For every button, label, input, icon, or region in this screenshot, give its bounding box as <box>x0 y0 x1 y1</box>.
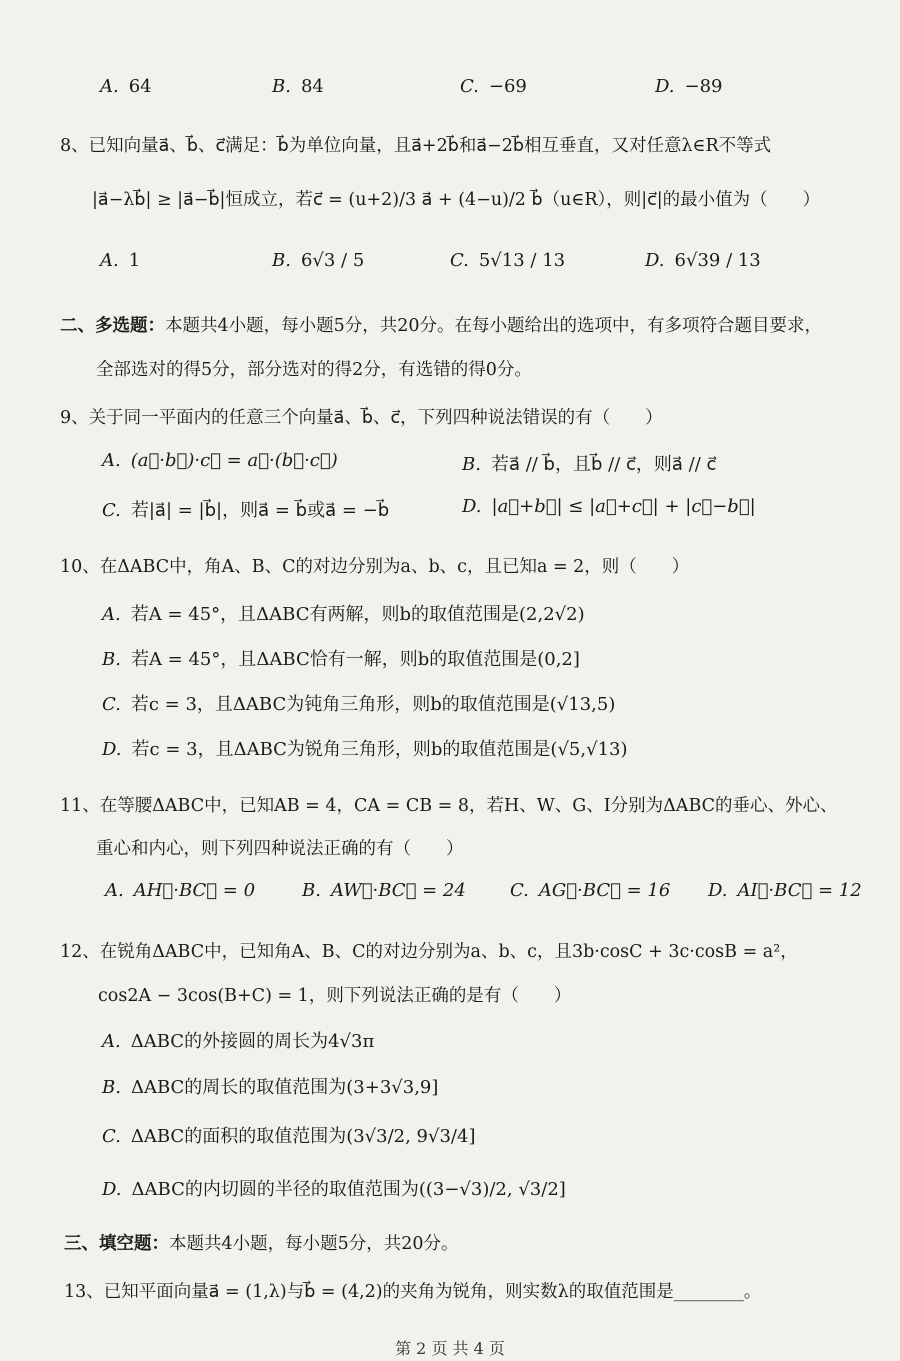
q10-option-a: A. 若A = 45°，且ΔABC有两解，则b的取值范围是(2,2√2) <box>102 604 585 625</box>
section3-heading <box>64 1230 459 1255</box>
section3-desc: 本题共4小题，每小题5分，共20分。 <box>169 1234 459 1254</box>
q8-option-c: C. 5√13 / 13 <box>450 250 566 271</box>
section2-title: 二、多选题： <box>60 316 165 336</box>
q11-option-a: A. AH⃗·BC⃗ = 0 <box>105 880 256 901</box>
q8-stem-line1: 8、已知向量a⃗、b⃗、c⃗满足：b⃗为单位向量，且a⃗+2b⃗和a⃗−2b⃗相互垂直，又对任意λ∈R不等式 <box>60 136 772 156</box>
q7-option-c: C. −69 <box>460 76 527 97</box>
q11-option-b: B. AW⃗·BC⃗ = 24 <box>302 880 466 901</box>
q12-stem-line1: 12、在锐角ΔABC中，已知角A、B、C的对边分别为a、b、c，且3b·cosC + 3c·cosB = a²， <box>60 942 798 962</box>
q11-stem-line2: 重心和内心，则下列四种说法正确的有（ ） <box>96 839 464 859</box>
q9-option-c: C. 若|a⃗| = |b⃗|，则a⃗ = b⃗或a⃗ = −b⃗ <box>102 500 390 521</box>
section2-heading <box>60 312 822 337</box>
q10-option-c: C. 若c = 3，且ΔABC为钝角三角形，则b的取值范围是(√13,5) <box>102 694 616 715</box>
q7-option-b: B. 84 <box>272 76 324 97</box>
q11-option-c: C. AG⃗·BC⃗ = 16 <box>510 880 671 901</box>
q12-stem-line2: cos2A − 3cos(B+C) = 1，则下列说法正确的是有（ ） <box>98 986 572 1006</box>
q7-option-d: D. −89 <box>655 76 723 97</box>
q9-option-b: B. 若a⃗ // b⃗，且b⃗ // c⃗，则a⃗ // c⃗ <box>462 454 717 475</box>
section2-desc-line1: 本题共4小题，每小题5分，共20分。在每小题给出的选项中，有多项符合题目要求， <box>165 316 823 336</box>
q10-stem: 10、在ΔABC中，角A、B、C的对边分别为a、b、c，且已知a = 2，则（ ） <box>60 557 690 577</box>
q7-option-a: A. 64 <box>100 76 152 97</box>
q8-option-b: B. 6√3 / 5 <box>272 250 365 271</box>
q10-option-b: B. 若A = 45°，且ΔABC恰有一解，则b的取值范围是(0,2] <box>102 649 580 670</box>
q9-option-a: A. (a⃗·b⃗)·c⃗ = a⃗·(b⃗·c⃗) <box>102 450 338 471</box>
q8-option-a: A. 1 <box>100 250 141 271</box>
q10-option-d: D. 若c = 3，且ΔABC为锐角三角形，则b的取值范围是(√5,√13) <box>102 739 628 760</box>
section2-desc-line2: 全部选对的得5分，部分选对的得2分，有选错的得0分。 <box>96 360 532 380</box>
q12-option-d: D. ΔABC的内切圆的半径的取值范围为((3−√3)/2, √3/2] <box>102 1179 566 1200</box>
q9-stem: 9、关于同一平面内的任意三个向量a⃗、b⃗、c⃗，下列四种说法错误的有（ ） <box>60 408 663 428</box>
q12-option-c: C. ΔABC的面积的取值范围为(3√3/2, 9√3/4] <box>102 1126 476 1147</box>
q11-stem-line1: 11、在等腰ΔABC中，已知AB = 4，CA = CB = 8，若H、W、G、I分别为ΔABC的垂心、外心、 <box>60 796 838 816</box>
q9-option-d: D. |a⃗+b⃗| ≤ |a⃗+c⃗| + |c⃗−b⃗| <box>462 496 756 517</box>
section3-title: 三、填空题： <box>64 1234 169 1254</box>
q8-stem-line2: |a⃗−λb⃗| ≥ |a⃗−b⃗|恒成立，若c⃗ = (u+2)/3 a⃗ + (4−u)/2 b⃗（u∈R），则|c⃗|的最小值为（ ） <box>92 190 821 210</box>
q8-option-d: D. 6√39 / 13 <box>645 250 761 271</box>
q11-option-d: D. AI⃗·BC⃗ = 12 <box>708 880 862 901</box>
q12-option-a: A. ΔABC的外接圆的周长为4√3π <box>102 1031 375 1052</box>
q12-option-b: B. ΔABC的周长的取值范围为(3+3√3,9] <box>102 1077 439 1098</box>
q13-stem: 13、已知平面向量a⃗ = (1,λ)与b⃗ = (4,2)的夹角为锐角，则实数λ的取值范围是________。 <box>64 1282 762 1302</box>
page-footer: 第 2 页 共 4 页 <box>395 1339 505 1358</box>
